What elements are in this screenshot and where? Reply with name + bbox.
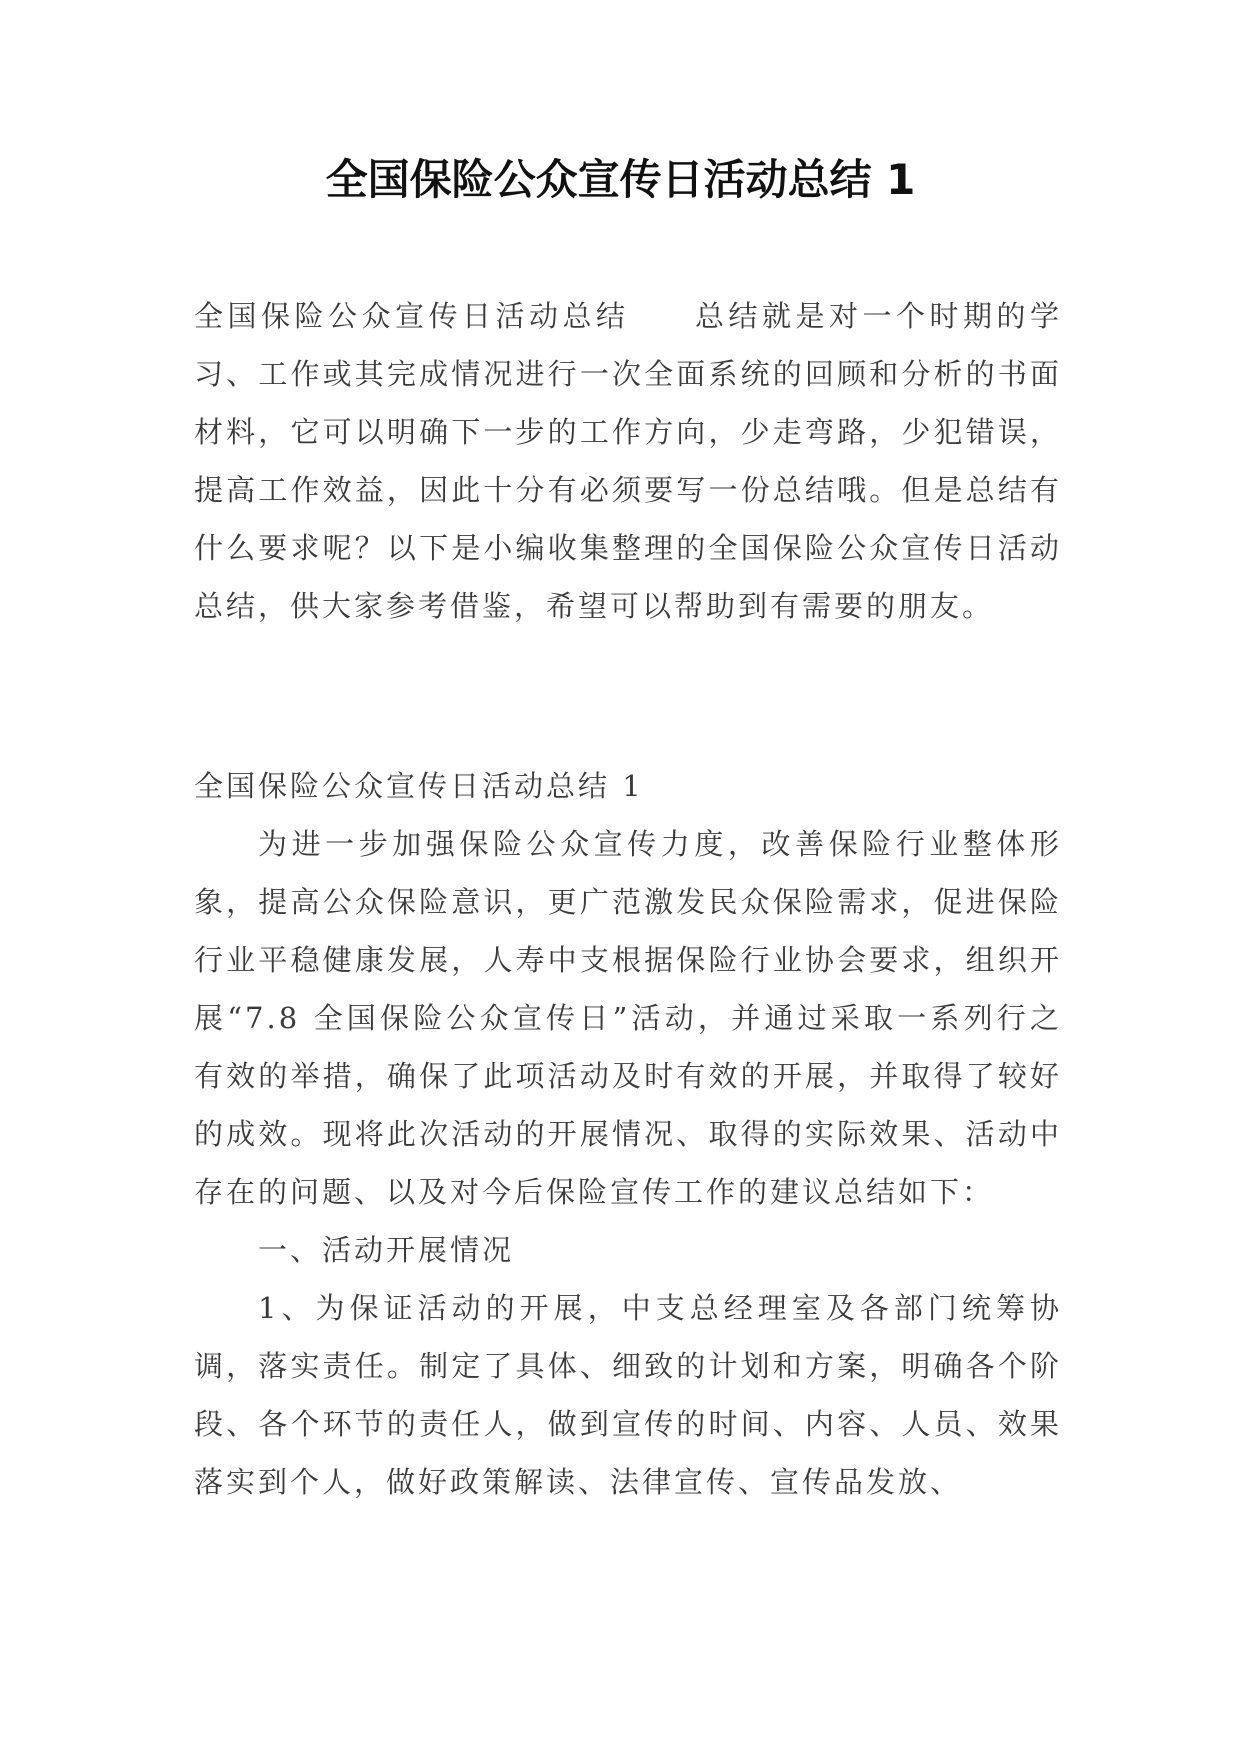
intro-text: 总结就是对一个时期的学习、工作或其完成情况进行一次全面系统的回顾和分析的书面材料，它可以明确下一步的工作方向，少走弯路，少犯错误，提高工作效益，因此十分有必须要写一份总结哦。但是总结有什么要求呢？以下是小编收集整理的全国保险公众宣传日活动总结，供大家参考借鉴，希望可以帮助到有需要的朋友。: [194, 299, 1062, 623]
intro-block: [194, 287, 1062, 635]
section-body: [194, 815, 1062, 1511]
body-paragraph-1: 为进一步加强保险公众宣传力度，改善保险行业整体形象，提高公众保险意识，更广范激发民众保险需求，促进保险行业平稳健康发展，人寿中支根据保险行业协会要求，组织开展“7.8 全国保险公众宣传日”活动，并通过采取一系列行之有效的举措，确保了此项活动及时有效的开展，并取得了较好的成效。现将此次活动的开展情况、取得的实际效果、活动中存在的问题、以及对今后保险宣传工作的建议总结如下：: [194, 827, 1062, 1209]
document-title: 全国保险公众宣传日活动总结 1: [325, 155, 916, 204]
intro-lead: 全国保险公众宣传日活动总结: [194, 299, 630, 333]
body-paragraph-3: 1、为保证活动的开展，中支总经理室及各部门统筹协调，落实责任。制定了具体、细致的计划和方案，明确各个阶段、各个环节的责任人，做到宣传的时间、内容、人员、效果落实到个人，做好政策解读、法律宣传、宣传品发放、: [194, 1291, 1062, 1499]
intro-paragraph: [194, 287, 1062, 635]
body-paragraph-2: 一、活动开展情况: [258, 1233, 515, 1267]
section-heading: 全国保险公众宣传日活动总结 1: [194, 769, 644, 803]
